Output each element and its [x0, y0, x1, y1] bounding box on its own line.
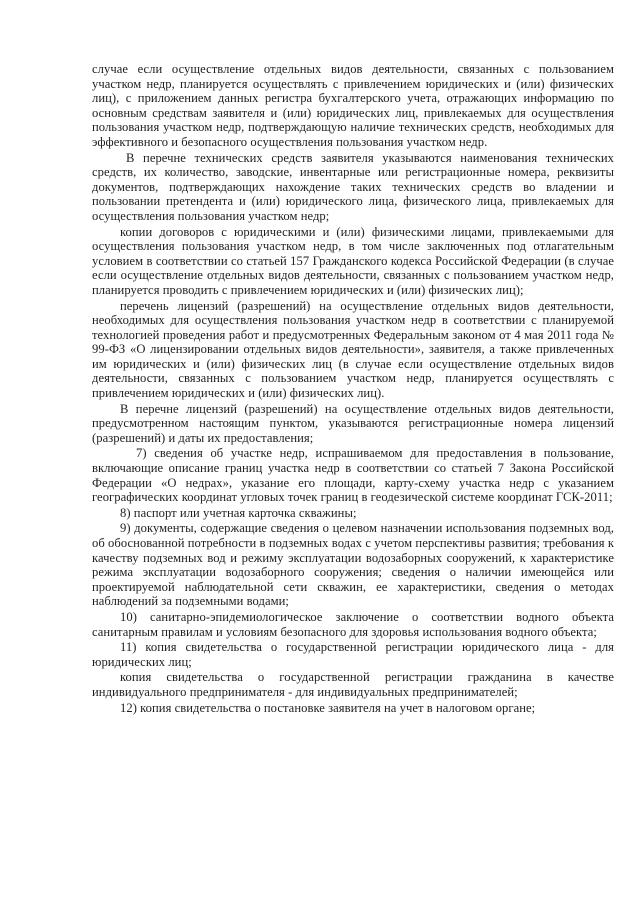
paragraph-licenses-list: перечень лицензий (разрешений) на осуществление отдельных видов деятельности, необходимых для осуществления пользования участком недр в соответствии с планируемой технологией проведения работ и предусмотренных Федеральным законом от 4 мая 2011 года № 99-ФЗ «О лицензировании отдельных видов деятельности», заявителя, а также привлеченных им юридических и (или) физических лиц (в случае если осуществление отдельных видов деятельности, связанных с пользованием участком недр, планируется осуществлять с привлечением юридических и (или) физических лиц). [92, 298, 614, 401]
paragraph-item-10: 10) санитарно-эпидемиологическое заключение о соответствии водного объекта санитарным правилам и условиям безопасного для здоровья использования водного объекта; [92, 609, 614, 639]
paragraph-item-8: 8) паспорт или учетная карточка скважины; [120, 505, 357, 520]
paragraph-item-9: 9) документы, содержащие сведения о целевом назначении использования подземных вод, об обоснованной потребности в подземных водах с учетом перспективы развития; требования к качеству подземных вод и режиму эксплуатации водозаборных сооружений, к характеристике режима эксплуатации водозаборного сооружения; сведения о наличии имеющейся или проектируемой наблюдательной сети скважин, ее характеристики, сведения о методах наблюдений за подземными водами; [92, 521, 614, 609]
paragraph-item-12: 12) копия свидетельства о постановке заявителя на учет в налоговом органе; [120, 700, 536, 715]
paragraph-contracts-copies: копии договоров с юридическими и (или) физическими лицами, привлекаемыми для осуществления пользования участком недр, в том числе заключенных под отлагательным условием в соответствии со статьей 157 Гражданского кодекса Российской Федерации (в случае если осуществление отдельных видов деятельности, связанных с пользованием участком недр, планируется проводить с привлечением юридических и (или) физических лиц); [92, 224, 614, 297]
paragraph-item-11-entrepreneur: копия свидетельства о государственной регистрации гражданина в качестве индивидуального предпринимателя - для индивидуальных предпринимателей; [92, 670, 614, 699]
paragraph-continuation: случае если осуществление отдельных видов деятельности, связанных с пользованием участком недр, планируется осуществлять с привлечением юридических и (или) физических лиц), с приложением данных регистра бухгалтерского учета, отражающих информацию по основным средствам заявителя и (или) юридических лиц, привлекаемых для осуществления пользования участком недр, подтверждающую наличие технических средств, необходимых для эффективного и безопасного осуществления пользования участком недр. [92, 62, 614, 149]
paragraph-technical-means-list: В перечне технических средств заявителя указываются наименования технических средств, их количество, заводские, инвентарные или регистрационные номера, реквизиты документов, подтверждающих нахождение таких технических средств во владении и пользовании претендента и (или) юридического лица, физического лица, привлекаемых для осуществления пользования участком недр; [92, 150, 614, 223]
paragraph-licenses-details: В перечне лицензий (разрешений) на осуществление отдельных видов деятельности, предусмотренном настоящим пунктом, указываются регистрационные номера лицензий (разрешений) и даты их предоставления; [92, 401, 614, 445]
paragraph-item-11: 11) копия свидетельства о государственной регистрации юридического лица - для юридических лиц; [92, 640, 614, 669]
paragraph-item-7: 7) сведения об участке недр, испрашиваемом для предоставления в пользование, включающие описание границ участка недр в соответствии со статьей 7 Закона Российской Федерации «О недрах», указание его площади, карту-схему участка недр с указанием географических координат угловых точек границ в геодезической системе координат ГСК-2011; [92, 446, 614, 505]
document-body [92, 62, 614, 716]
